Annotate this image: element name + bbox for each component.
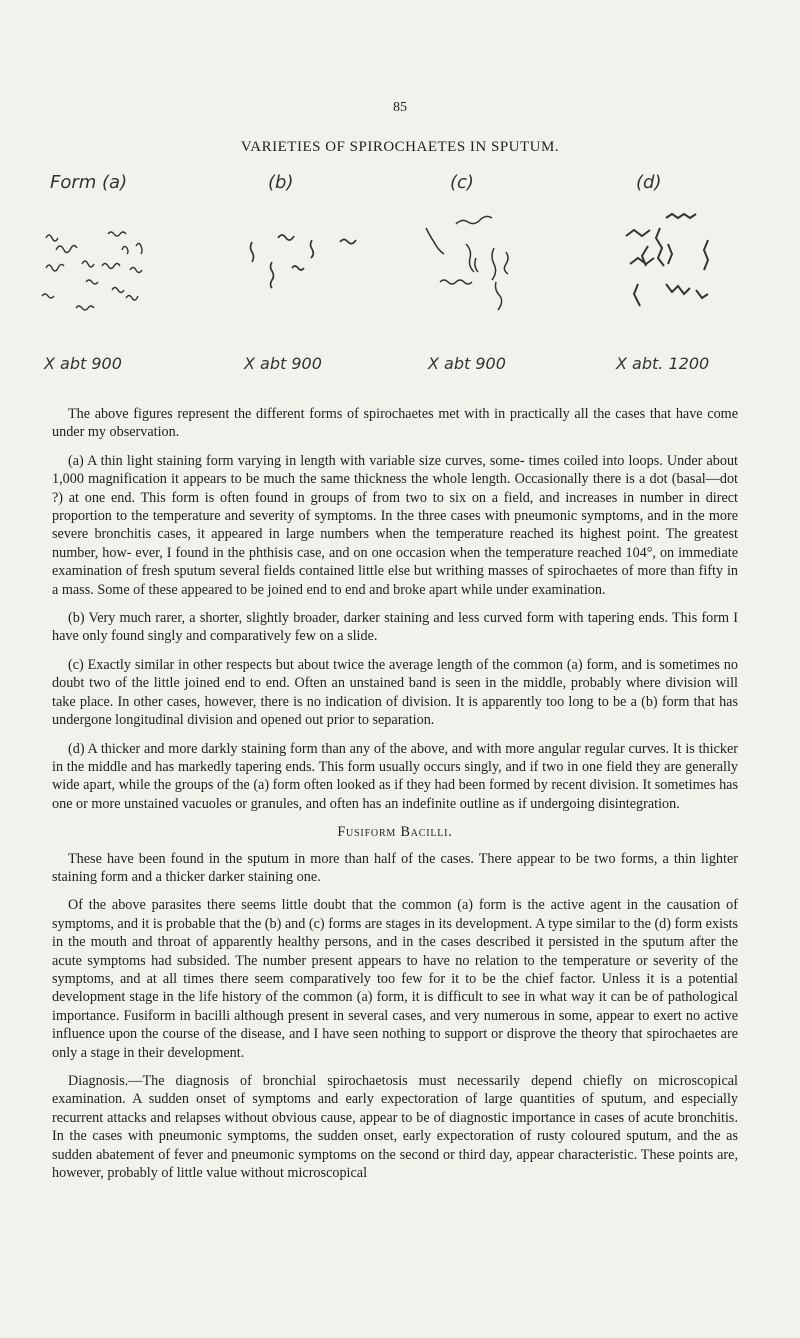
figure-label-a: Form (a) [50, 172, 128, 193]
paragraph-form-b: (b) Very much rarer, a shorter, slightly broader, darker staining and less curved form with tapering ends. This form I have only found singly and comparatively few on a slide. [52, 610, 738, 645]
paragraph-fusiform: These have been found in the sputum in more than half of the cases. There appear to be two forms, a thin lighter staining form and a thicker darker staining one. [52, 850, 738, 885]
paragraph-form-c: (c) Exactly similar in other respects but about twice the average length of the common (a) form, and is sometimes no doubt two of the little joined end to end. Often an unstained band is seen in the middle, probably where division will take place. In other cases, however, there is no indication of division. It is apparently too long to be a (b) form that has undergone longitudinal division and opened out prior to separation. [52, 656, 738, 729]
section-subheading: Fusiform Bacilli. [337, 824, 453, 841]
figure-magnification-a: X abt 900 [44, 354, 122, 373]
figure-label-d: (d) [636, 172, 662, 193]
paragraph-form-d: (d) A thicker and more darkly staining form than any of the above, and with more angular regular curves. It is thicker in the middle and has markedly tapering ends. This form usually occurs singly, and if two in one field they are generally wide apart, while the groups of the (a) form often looked as if they had been formed by recent division. It sometimes has one or more unstained vacuoles or granules, and often has an indefinite outline as if undergoing disintegration. [52, 740, 738, 812]
spirochaete-drawing-c [416, 198, 586, 348]
figure-magnification-c: X abt 900 [428, 354, 506, 373]
spirochaete-drawing-a [36, 198, 216, 348]
page-heading: VARIETIES OF SPIROCHAETES IN SPUTUM. [240, 139, 560, 155]
paragraph-parasites: Of the above parasites there seems little doubt that the common (a) form is the active agent in the causation of symptoms, and it is probable that the (b) and (c) forms are stages in its development. A type similar to the (d) form exists in the mouth and throat of apparently healthy persons, and in the cases described it persisted in the sputum after the acute symptoms had subsided. The number present appears to have no relation to the temperature or severity of the symptoms, and at all times there seem comparatively too few for it to be the chief factor. Unless it is a potential development stage in the life history of the common (a) form, it is difficult to see in what way it can be of pathological importance. Fusiform in bacilli although present in several cases, and very numerous in some, appear to exert no active influence upon the course of the disease, and I have seen nothing to support or disprove the theory that spirochaetes are only a stage in their development. [52, 897, 738, 1061]
paragraph-intro: The above figures represent the different forms of spirochaetes met with in practically all the cases that have come under my observation. [52, 406, 738, 441]
paragraph-diagnosis: Diagnosis.—The diagnosis of bronchial spirochaetosis must necessarily depend chiefly on microscopical examination. A sudden onset of symptoms and early expectoration of large quantities of sputum, and especially recurrent attacks and relapses without obvious cause, appear to be of diagnostic importance in cases of acute bronchitis. In the cases with pneumonic symptoms, the sudden onset, early expectoration of rusty coloured sputum, and the as sudden abatement of fever and pneumonic symptoms on the second or third day, appear characteristic. These points are, however, probably of little value without microscopical [52, 1073, 738, 1182]
spirochaete-figure [36, 168, 756, 373]
page-number: 85 [393, 100, 407, 115]
spirochaete-drawing-d [596, 198, 766, 348]
spirochaete-drawing-b [236, 198, 406, 348]
figure-label-b: (b) [268, 172, 294, 193]
figure-magnification-d: X abt. 1200 [616, 354, 710, 373]
body-text [52, 405, 738, 1192]
figure-label-c: (c) [450, 172, 474, 193]
figure-magnification-b: X abt 900 [244, 354, 322, 373]
paragraph-form-a: (a) A thin light staining form varying in length with variable size curves, some- times coiled into loops. Under about 1,000 magnification it appears to be much the same thickness the whole length. Occasionally there is a dot (basal—dot ?) at one end. This form is often found in groups of from two to six on a field, and increases in number in direct proportion to the temperature and severity of symptoms. In the three cases with pneumonic symptoms, and in the more severe bronchitis cases, it appeared in large numbers when the temperature reached its highest point. The greatest number, how- ever, I found in the phthisis case, and on one occasion when the temperature reached 104°, on immediate examination of fresh sputum several fields contained little else but writhing masses of spirochaetes of more than fifty in a mass. Some of these appeared to be joined end to end and broke apart while under examination. [52, 452, 738, 598]
